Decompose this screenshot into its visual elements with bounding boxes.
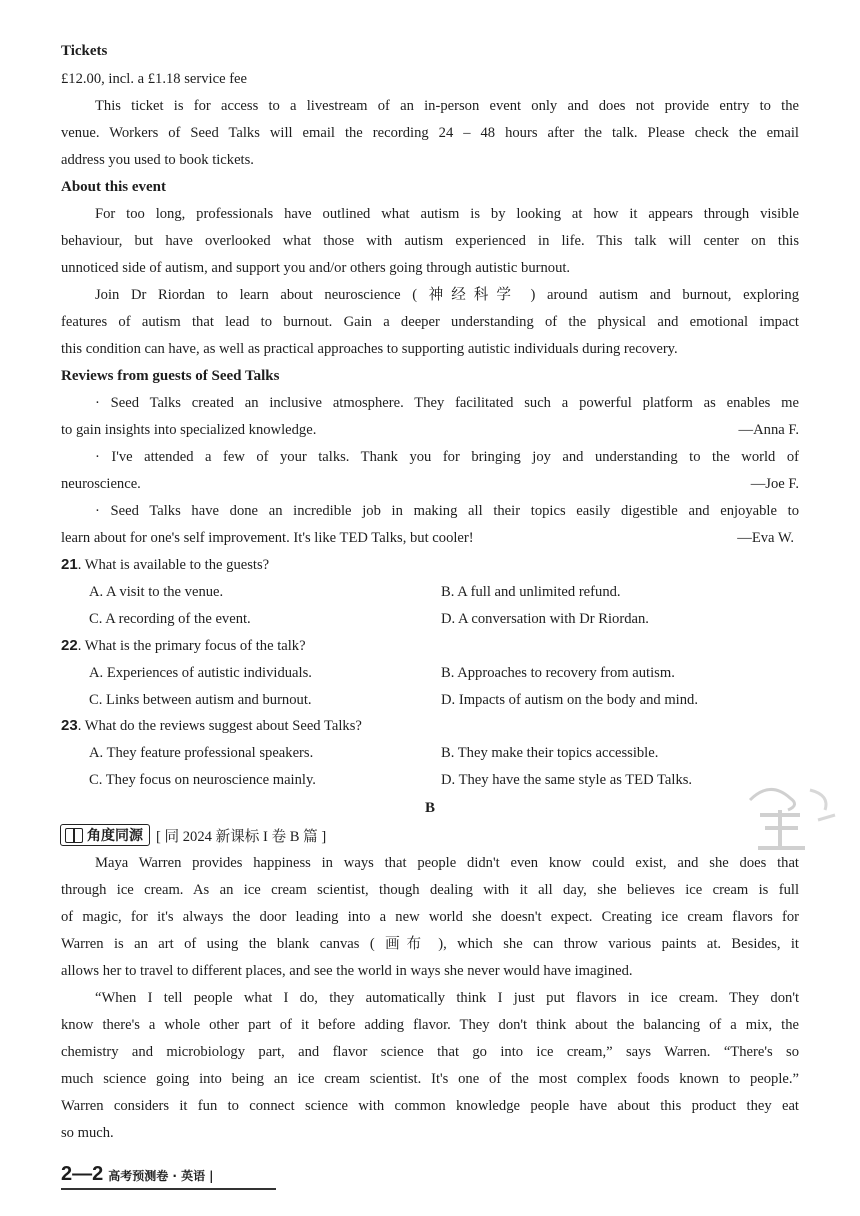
review-line: · Seed Talks created an inclusive atmosphere. They facilitated such a powerful platform as enables me	[95, 395, 799, 411]
ticket-para-line: address you used to book tickets.	[61, 152, 254, 168]
option-c[interactable]: C. They focus on neuroscience mainly.	[89, 772, 316, 788]
passage-line: allows her to travel to different places, and see the world in ways she never would have imagined.	[61, 963, 633, 979]
option-d[interactable]: D. They have the same style as TED Talks.	[441, 772, 693, 788]
about-para-line: features of autism that lead to burnout. Gain a deeper understanding of the physical and emotional impact	[61, 314, 799, 330]
option-b[interactable]: B. Approaches to recovery from autism.	[441, 665, 675, 681]
tag-label: 角度同源	[87, 828, 143, 844]
about-para-line: unnoticed side of autism, and support you and/or others going through autistic burnout.	[61, 260, 571, 276]
about-para-line: For too long, professionals have outlined what autism is by looking at how it appears through visible	[95, 206, 799, 222]
option-c[interactable]: C. Links between autism and burnout.	[89, 692, 312, 708]
reviews-heading: Reviews from guests of Seed Talks	[61, 368, 280, 384]
option-a[interactable]: A. A visit to the venue.	[89, 584, 224, 600]
tag-reference: [ 同 2024 新课标 I 卷 B 篇 ]	[156, 828, 327, 845]
page-number: 2—2	[61, 1163, 104, 1185]
option-b[interactable]: B. A full and unlimited refund.	[441, 584, 621, 600]
option-a[interactable]: A. They feature professional speakers.	[89, 745, 314, 761]
review-text: to gain insights into specialized knowledge.	[61, 422, 317, 438]
review-line: · Seed Talks have done an incredible job in making all their topics easily digestible and enjoyable to	[95, 503, 799, 519]
price-line: £12.00, incl. a £1.18 service fee	[61, 71, 248, 87]
option-a[interactable]: A. Experiences of autistic individuals.	[89, 665, 312, 681]
page-footer	[61, 1163, 214, 1186]
question-22	[61, 633, 799, 659]
passage-line: of magic, for it's always the door leading into a new world she doesn't expect. Creating ice cream flavors for	[61, 909, 799, 925]
ticket-para-line: venue. Workers of Seed Talks will email the recording 24 – 48 hours after the talk. Please check the email	[61, 125, 799, 141]
about-para-line: Join Dr Riordan to learn about neuroscience ( 神经科学 ) around autism and burnout, exploring	[95, 287, 799, 303]
ticket-para-line: This ticket is for access to a livestream of an in-person event only and does not provide entry to the	[95, 98, 799, 114]
footer-rule	[61, 1188, 276, 1190]
passage-line: chemistry and microbiology part, and flavor science that go into ice cream,” says Warren. “There's so	[61, 1044, 799, 1060]
book-icon	[65, 828, 83, 843]
question-number: 21	[61, 556, 78, 573]
question-number: 22	[61, 637, 78, 654]
review-text: learn about for one's self improvement. It's like TED Talks, but cooler!	[61, 530, 474, 546]
about-para-line: this condition can have, as well as practical approaches to supporting autistic individuals during recovery.	[61, 341, 678, 357]
passage-line: through ice cream. As an ice cream scientist, though dealing with it all day, she believes ice cream is full	[61, 882, 799, 898]
passage-line: know there's a whole other part of it before adding flavor. They don't think about the balancing of a mix, the	[61, 1017, 799, 1033]
passage-line: Warren considers it fun to connect science with common knowledge people have about this product they eat	[61, 1098, 799, 1114]
review-line	[61, 525, 799, 551]
question-text: . What do the reviews suggest about Seed Talks?	[77, 718, 362, 734]
review-author: —Eva W.	[737, 530, 794, 546]
option-d[interactable]: D. Impacts of autism on the body and mind.	[441, 692, 698, 708]
option-d[interactable]: D. A conversation with Dr Riordan.	[441, 611, 649, 627]
review-author: —Anna F.	[738, 422, 799, 438]
review-line	[61, 417, 799, 443]
about-para-line: behaviour, but have overlooked what those with autism experienced in life. This talk will center on this	[61, 233, 799, 249]
passage-line: so much.	[61, 1125, 114, 1141]
question-21	[61, 552, 799, 578]
passage-line: Warren is an art of using the blank canvas ( 画布 ), which she can throw various paints at. Besides, it	[61, 936, 799, 952]
review-author: —Joe F.	[750, 476, 799, 492]
passage-line: “When I tell people what I do, they automatically think I just put flavors in ice cream. They don't	[95, 990, 799, 1006]
option-c[interactable]: C. A recording of the event.	[89, 611, 251, 627]
section-b-label: B	[424, 800, 435, 816]
passage-line: much science going into being an ice cream scientist. It's one of the most complex foods known to people.”	[61, 1071, 799, 1087]
review-text: neuroscience.	[61, 476, 141, 492]
source-tag	[60, 822, 326, 848]
question-23	[61, 713, 799, 739]
tickets-heading: Tickets	[61, 43, 108, 59]
option-b[interactable]: B. They make their topics accessible.	[441, 745, 659, 761]
footer-title: 高考预测卷 · 英语	[108, 1169, 206, 1183]
question-text: . What is available to the guests?	[77, 557, 270, 573]
footer-divider: |	[209, 1169, 214, 1183]
question-number: 23	[61, 717, 78, 734]
about-heading: About this event	[61, 179, 167, 195]
review-line: · I've attended a few of your talks. Thank you for bringing joy and understanding to the world of	[95, 449, 799, 465]
question-text: . What is the primary focus of the talk?	[77, 638, 306, 654]
tag-box	[60, 824, 150, 846]
review-line	[61, 471, 799, 497]
passage-line: Maya Warren provides happiness in ways that people didn't even know could exist, and she does that	[95, 855, 799, 871]
